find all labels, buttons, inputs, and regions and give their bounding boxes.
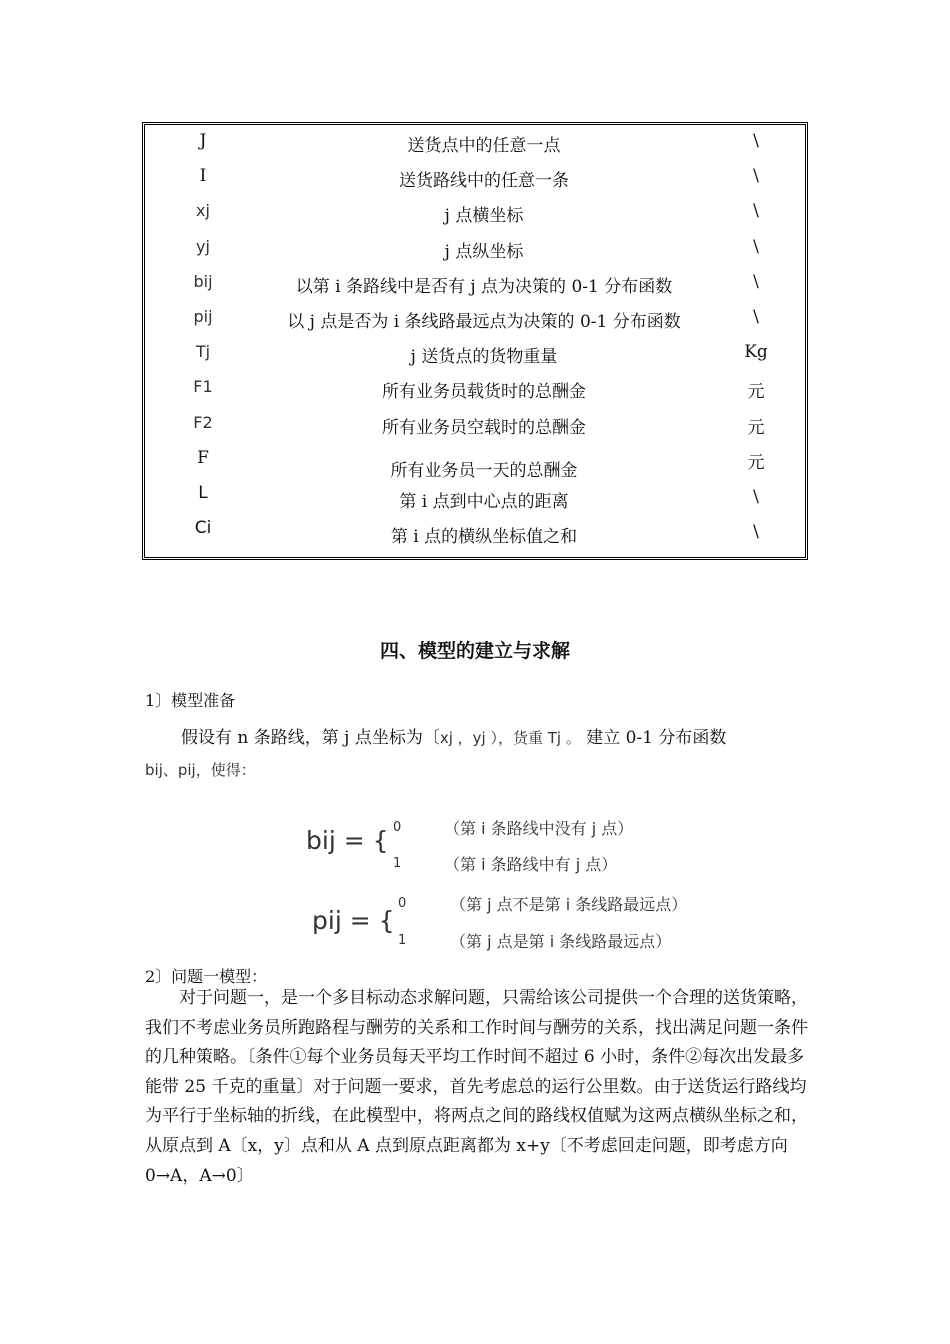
unit-cell: \	[753, 166, 759, 187]
unit-cell: 元	[747, 382, 765, 403]
prep-line	[181, 724, 821, 754]
symbol-cell: J	[199, 131, 207, 151]
table-row	[145, 303, 805, 338]
meaning-cell: 送货路线中的任意一条	[399, 171, 569, 192]
section-title: 四、模型的建立与求解	[379, 640, 570, 662]
meaning-cell: j 点纵坐标	[444, 241, 524, 262]
table-row	[145, 373, 805, 408]
meaning-cell: 送货点中的任意一点	[407, 136, 561, 156]
table-row	[145, 197, 805, 232]
prep-coord: xj ，yj ），货重 Tj 。	[439, 729, 581, 747]
meaning-cell: 所有业务员空载时的总酬金	[382, 417, 586, 438]
table-row	[145, 514, 805, 549]
symbol-cell: L	[198, 482, 208, 503]
formula-b-case1-note: （第 i 条路线中有 j 点）	[444, 855, 618, 874]
unit-cell: 元	[747, 452, 765, 473]
meaning-cell: 以 j 点是否为 i 条线路最远点为决策的 0-1 分布函数	[287, 311, 681, 332]
meaning-cell: 第 i 点的横纵坐标值之和	[390, 527, 578, 548]
symbol-cell: bij	[193, 271, 213, 291]
formula-b-case0-note: （第 i 条路线中没有 j 点）	[444, 819, 634, 838]
meaning-cell: 第 i 点到中心点的距离	[399, 491, 569, 512]
table-row	[145, 233, 805, 268]
symbol-cell: F1	[193, 377, 213, 397]
unit-cell: 元	[747, 417, 765, 438]
table-row	[145, 409, 805, 444]
table-row	[145, 338, 805, 373]
unit-cell: Kg	[744, 342, 768, 363]
unit-cell: \	[753, 271, 759, 292]
unit-cell: \	[753, 201, 759, 222]
meaning-cell: j 送货点的货物重量	[410, 347, 558, 368]
prep-text-a: 假设有 n 条路线，第 j 点坐标为〔	[181, 728, 440, 748]
formula-p-case1-note: （第 j 点是第 i 条线路最远点）	[450, 932, 672, 951]
formula-p-case0-value: 0	[398, 896, 407, 911]
q1-heading: 2〕问题一模型：	[145, 967, 268, 986]
table-row	[145, 444, 805, 479]
meaning-cell: 所有业务员载货时的总酬金	[382, 382, 586, 403]
symbol-cell: pij	[193, 306, 213, 326]
formula-p-case0-note: （第 j 点不是第 i 条线路最远点）	[450, 895, 688, 914]
unit-cell: \	[753, 486, 759, 507]
formula-p-case1-value: 1	[398, 933, 407, 948]
formula-b-lhs: bij = {	[306, 826, 389, 855]
meaning-cell: 所有业务员一天的总酬金	[390, 460, 578, 481]
symbol-cell: yj	[196, 236, 210, 256]
prep-funcs: bij、pij，使得：	[145, 761, 256, 779]
symbol-cell: Tj	[195, 342, 211, 362]
symbol-cell: xj	[196, 201, 210, 221]
meaning-cell: j 点横坐标	[444, 206, 524, 227]
table-row	[145, 268, 805, 303]
symbol-table	[142, 122, 808, 560]
meaning-cell: 以第 i 条路线中是否有 j 点为决策的 0-1 分布函数	[295, 276, 673, 297]
table-row	[145, 162, 805, 197]
unit-cell: \	[753, 522, 759, 543]
table-row	[145, 479, 805, 514]
formula-b-case0-value: 0	[393, 820, 402, 835]
formula-b-case1-value: 1	[393, 856, 402, 871]
symbol-cell: Ci	[194, 518, 212, 539]
symbol-cell: I	[199, 166, 207, 187]
table-row	[145, 127, 805, 162]
unit-cell: \	[753, 131, 759, 151]
unit-cell: \	[753, 306, 759, 327]
symbol-cell: F2	[193, 412, 213, 432]
formula-p-lhs: pij = {	[312, 906, 395, 935]
symbol-cell: F	[197, 447, 209, 468]
prep-text-b: 建立 0-1 分布函数	[586, 728, 727, 748]
unit-cell: \	[753, 236, 759, 257]
q1-paragraph: 对于问题一，是一个多目标动态求解问题，只需给该公司提供一个合理的送货策略，我们不考虑业务员所跑路程与酬劳的关系和工作时间与酬劳的关系，找出满足问题一条件的几种策略。〔条件①每个业务员每天平均工作时间不超过 6 小时，条件②每次出发最多能带 25 千克的重量〕对于问题一要求，首先考虑总的运行公里数。由于送货运行路线均为平行于坐标轴的折线，在此模型中，将两点之间的路线权值赋为这两点横纵坐标之和，从原点到 A〔x，y〕点和从 A 点到原点距离都为 x+y〔不考虑回走问题，即考虑方向 0→A，A→0〕	[145, 988, 808, 1186]
prep-heading: 1〕模型准备	[145, 691, 236, 710]
